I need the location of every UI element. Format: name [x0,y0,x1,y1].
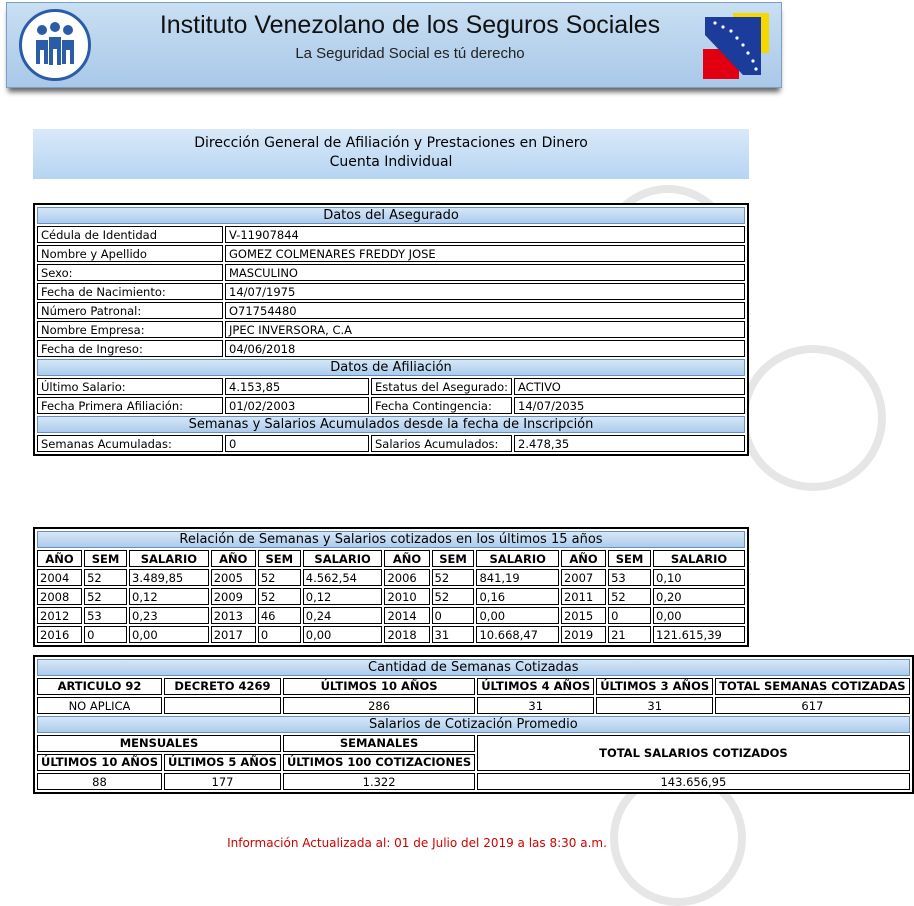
field-label: Fecha Contingencia: [371,397,512,414]
col-ultimos-4: ÚLTIMOS 4 AÑOS [477,678,594,695]
field-value: 2.478,35 [514,435,745,452]
cell-salario: 3.489,85 [129,569,209,586]
cell-year: 2009 [211,588,256,605]
table-row [37,435,745,452]
table-row [37,569,745,586]
field-value: JPEC INVERSORA, C.A [225,321,745,338]
col-mensual-5: ÚLTIMOS 5 AÑOS [164,754,281,771]
cell-salario: 0,00 [303,626,383,643]
cell-year: 2005 [211,569,256,586]
table-row [37,264,745,281]
field-value: V-11907844 [225,226,745,243]
cell-year: 2008 [37,588,82,605]
cell-sem: 0 [84,626,127,643]
value-ultimos-4: 31 [477,697,594,714]
section-promedio: Salarios de Cotización Promedio [37,716,910,733]
header-row [37,735,910,752]
field-value: 0 [225,435,369,452]
field-value: GOMEZ COLMENARES FREDDY JOSE [225,245,745,262]
value-mensual-10: 88 [37,773,162,790]
venezuela-flag-icon [703,13,769,79]
col-mensual-10: ÚLTIMOS 10 AÑOS [37,754,162,771]
field-label: Salarios Acumulados: [371,435,512,452]
report-title: Dirección General de Afiliación y Prestaciones en Dinero [194,135,588,151]
relacion-body [37,569,745,643]
cell-sem: 0 [608,607,651,624]
cell-salario: 10.668,47 [476,626,559,643]
field-label: Semanas Acumuladas: [37,435,223,452]
report-subtitle: Cuenta Individual [329,154,453,170]
header-row [37,678,910,695]
table-row [37,226,745,243]
cell-year: 2016 [37,626,82,643]
report-title-box [33,129,749,179]
col-sem: SEM [258,550,301,567]
cell-salario: 0,16 [476,588,559,605]
cell-sem: 52 [84,569,127,586]
relacion-semanas-table [33,527,749,647]
table-row [37,321,745,338]
table-row [37,626,745,643]
cell-sem: 52 [608,588,651,605]
col-total-salarios: TOTAL SALARIOS COTIZADOS [477,735,909,771]
field-label: Último Salario: [37,378,223,395]
value-ultimos-3: 31 [596,697,713,714]
value-total-salarios: 143.656,95 [477,773,909,790]
field-value: 04/06/2018 [225,340,745,357]
col-sem: SEM [432,550,475,567]
col-ultimos-10: ÚLTIMOS 10 AÑOS [283,678,475,695]
cell-salario: 0,12 [129,588,209,605]
value-ultimos-10: 286 [283,697,475,714]
field-label: Estatus del Asegurado: [371,378,512,395]
col-salario: SALARIO [476,550,559,567]
cell-year: 2018 [384,626,429,643]
cell-year: 2010 [384,588,429,605]
cell-sem: 31 [432,626,475,643]
col-year: AÑO [211,550,256,567]
header-subtitle: La Seguridad Social es tú derecho [295,45,525,62]
cell-sem: 52 [432,588,475,605]
section-cotizadas: Cantidad de Semanas Cotizadas [37,659,910,676]
table-row [37,773,910,790]
cell-sem: 52 [258,588,301,605]
col-salario: SALARIO [129,550,209,567]
table-row [37,340,745,357]
col-sem: SEM [84,550,127,567]
ivss-logo-icon [19,9,91,81]
cell-year: 2017 [211,626,256,643]
value-mensual-5: 177 [164,773,281,790]
col-year: AÑO [37,550,82,567]
col-decreto-4269: DECRETO 4269 [164,678,281,695]
col-year: AÑO [561,550,606,567]
field-label: Fecha Primera Afiliación: [37,397,223,414]
status-value: ACTIVO [514,378,745,395]
semanas-cotizadas-table [33,655,914,794]
table-row [37,607,745,624]
cell-sem: 52 [432,569,475,586]
cell-salario: 0,10 [653,569,745,586]
col-total-semanas: TOTAL SEMANAS COTIZADAS [715,678,909,695]
cell-salario: 0,12 [303,588,383,605]
field-value: 14/07/2035 [514,397,745,414]
cell-salario: 841,19 [476,569,559,586]
datos-asegurado-table [33,203,749,456]
watermark-logo [740,345,886,491]
field-value: 01/02/2003 [225,397,369,414]
header-row [37,550,745,567]
table-row [37,283,745,300]
cell-salario: 121.615,39 [653,626,745,643]
col-semanal-100: ÚLTIMOS 100 COTIZACIONES [283,754,475,771]
col-year: AÑO [384,550,429,567]
cell-year: 2014 [384,607,429,624]
table-row [37,302,745,319]
cell-year: 2013 [211,607,256,624]
field-value: O71754480 [225,302,745,319]
value-decreto-4269 [164,697,281,714]
field-label: Fecha de Nacimiento: [37,283,223,300]
col-salario: SALARIO [653,550,745,567]
cell-sem: 0 [432,607,475,624]
table-row [37,397,745,414]
header-title: Instituto Venezolano de los Seguros Sociales [159,11,661,39]
cell-salario: 0,20 [653,588,745,605]
field-label: Nombre y Apellido [37,245,223,262]
field-label: Cédula de Identidad [37,226,223,243]
section-acumulados: Semanas y Salarios Acumulados desde la fecha de Inscripción [37,416,745,433]
value-semanal-100: 1.322 [283,773,475,790]
cell-year: 2019 [561,626,606,643]
cell-sem: 52 [84,588,127,605]
cell-year: 2006 [384,569,429,586]
cell-sem: 53 [608,569,651,586]
table-row [37,245,745,262]
cell-salario: 0,00 [476,607,559,624]
field-label: Sexo: [37,264,223,281]
value-articulo-92: NO APLICA [37,697,162,714]
col-salario: SALARIO [303,550,383,567]
field-value: 14/07/1975 [225,283,745,300]
cell-year: 2015 [561,607,606,624]
field-label: Nombre Empresa: [37,321,223,338]
cell-sem: 53 [84,607,127,624]
value-total-semanas: 617 [715,697,909,714]
page-header [6,2,782,88]
col-mensuales: MENSUALES [37,735,281,752]
field-label: Fecha de Ingreso: [37,340,223,357]
cell-salario: 0,00 [129,626,209,643]
table-row [37,378,745,395]
cell-sem: 52 [258,569,301,586]
section-datos-afiliacion: Datos de Afiliación [37,359,745,376]
col-semanales: SEMANALES [283,735,475,752]
table-row [37,697,910,714]
field-label: Número Patronal: [37,302,223,319]
cell-year: 2007 [561,569,606,586]
cell-salario: 0,00 [653,607,745,624]
cell-sem: 0 [258,626,301,643]
cell-sem: 21 [608,626,651,643]
update-notice: Información Actualizada al: 01 de Julio del 2019 a las 8:30 a.m. [227,836,607,850]
cell-year: 2004 [37,569,82,586]
cell-salario: 4.562,54 [303,569,383,586]
cell-salario: 0,24 [303,607,383,624]
col-sem: SEM [608,550,651,567]
cell-salario: 0,23 [129,607,209,624]
cell-year: 2011 [561,588,606,605]
col-articulo-92: ARTICULO 92 [37,678,162,695]
field-value: MASCULINO [225,264,745,281]
section-datos-asegurado: Datos del Asegurado [37,207,745,224]
field-value: 4.153,85 [225,378,369,395]
cell-year: 2012 [37,607,82,624]
cell-sem: 46 [258,607,301,624]
col-ultimos-3: ÚLTIMOS 3 AÑOS [596,678,713,695]
table-row [37,588,745,605]
section-relacion: Relación de Semanas y Salarios cotizados en los últimos 15 años [37,531,745,548]
